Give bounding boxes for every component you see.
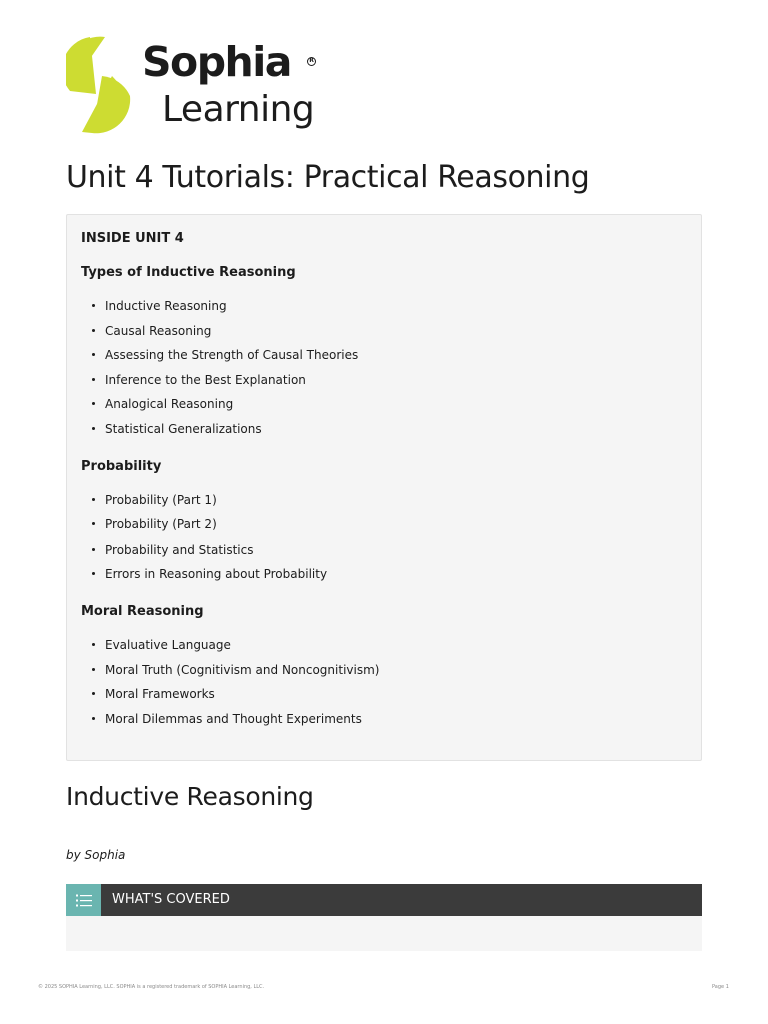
list-item[interactable]: Moral Frameworks: [92, 687, 215, 701]
list-item[interactable]: Probability (Part 2): [92, 517, 217, 531]
section-title-inductive: Types of Inductive Reasoning: [81, 265, 296, 280]
list-item[interactable]: Probability (Part 1): [92, 493, 217, 507]
bullet-icon: [92, 304, 95, 307]
list-icon: [66, 884, 101, 916]
whats-covered-header: [66, 884, 702, 916]
list-item[interactable]: Probability and Statistics: [92, 543, 254, 557]
sophia-logo: [66, 36, 336, 136]
list-item[interactable]: Moral Truth (Cognitivism and Noncognitivism): [92, 663, 379, 677]
list-item[interactable]: Errors in Reasoning about Probability: [92, 567, 327, 581]
logo-sub-text: Learning: [162, 89, 315, 130]
bullet-icon: [92, 378, 95, 381]
list-item[interactable]: Statistical Generalizations: [92, 422, 262, 436]
bullet-icon: [92, 717, 95, 720]
list-item[interactable]: Inductive Reasoning: [92, 299, 227, 313]
whats-covered-body: [66, 916, 702, 951]
list-item[interactable]: Analogical Reasoning: [92, 397, 233, 411]
bullet-icon: [92, 402, 95, 405]
bullet-icon: [92, 353, 95, 356]
footer-page-number: Page 1: [712, 984, 729, 990]
bullet-icon: [92, 692, 95, 695]
section-title-moral: Moral Reasoning: [81, 604, 204, 619]
page-title: Unit 4 Tutorials: Practical Reasoning: [66, 160, 590, 195]
section-title-probability: Probability: [81, 459, 162, 474]
footer-copyright: © 2025 SOPHIA Learning, LLC. SOPHIA is a registered trademark of SOPHIA Learning, LLC.: [38, 984, 265, 990]
logo-brand-text: Sophia: [142, 38, 291, 86]
whats-covered-label: WHAT'S COVERED: [112, 892, 230, 907]
bullet-icon: [92, 498, 95, 501]
list-item[interactable]: Moral Dilemmas and Thought Experiments: [92, 712, 362, 726]
inside-unit-heading: INSIDE UNIT 4: [81, 231, 184, 246]
registered-mark: R: [307, 57, 316, 66]
lesson-title: Inductive Reasoning: [66, 782, 314, 811]
list-item[interactable]: Evaluative Language: [92, 638, 231, 652]
sophia-logo-icon: [66, 36, 132, 134]
bullet-icon: [92, 643, 95, 646]
byline: by Sophia: [66, 848, 126, 862]
bullet-icon: [92, 548, 95, 551]
list-item[interactable]: Assessing the Strength of Causal Theories: [92, 348, 358, 362]
bullet-icon: [92, 668, 95, 671]
inside-unit-box: [66, 214, 702, 761]
list-item[interactable]: Causal Reasoning: [92, 324, 211, 338]
bullet-icon: [92, 329, 95, 332]
bullet-icon: [92, 427, 95, 430]
bullet-icon: [92, 522, 95, 525]
list-item[interactable]: Inference to the Best Explanation: [92, 373, 306, 387]
bullet-icon: [92, 572, 95, 575]
